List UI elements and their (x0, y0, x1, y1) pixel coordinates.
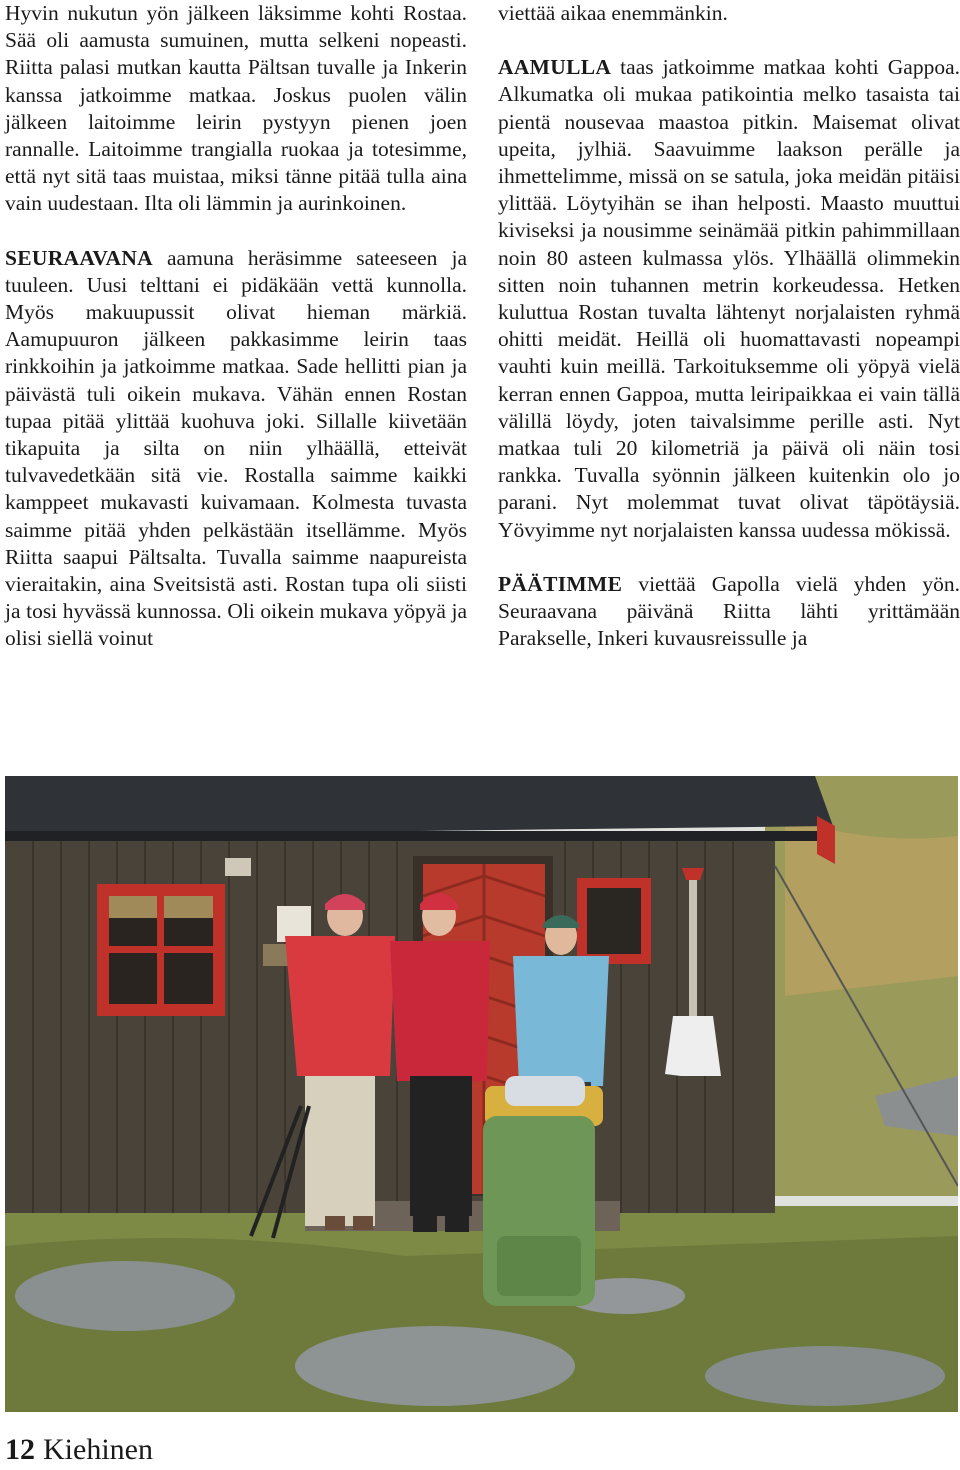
paragraph-2-lead: SEURAAVANA (5, 245, 153, 270)
shovel-handle (689, 876, 697, 1036)
page-footer (5, 1432, 153, 1468)
flat-stone (295, 1326, 575, 1406)
left-column (5, 0, 467, 653)
paragraph-3-lead: AAMULLA (498, 55, 612, 80)
hillside-autumn (785, 816, 958, 996)
wall-sign (225, 858, 251, 876)
page-number: 12 (5, 1433, 35, 1466)
cabin-photo (5, 776, 958, 1412)
publication-name: Kiehinen (43, 1433, 153, 1466)
paragraph-3 (498, 54, 960, 544)
backpack (483, 1076, 603, 1306)
paragraph-3-text: taas jatkoimme matkaa kohti Gappoa. Alkumatka oli mukaa patikointia melko tasaista tai pientä nousevaa maastoa pitkin. Maisemat olivat upeita, jylhiä. Saavuimme laakson perälle ja ihmettelimme, missä on se satula, joka meidän pitäisi ylittää. Löytyihän se ihan helposti. Maasto muuttui kiviseksi ja nousimme seinämää pitkin pahimmillaan noin 80 asteen kulmassa ylös. Ylhäällä olimmekin sitten noin tuhannen metrin korkeudessa. Hetken kuluttua Rostan tuvalta lähtenyt norjalaisten ryhmä ohitti meidät. Heillä oli huomattavasti nopeampi vauhti kuin meillä. Tarkoituksemme oli yöpyä vielä kerran ennen Gappoa, mutta leiripaikkaa ei vain tällä välillä löydy, joten taivalsimme perille asti. Nyt matkaa tuli 20 kilometriä ja päivä oli näin tosi rankka. Tuvalla syönnin jälkeen kuitenkin olo jo parani. Nyt molemmat tuvat olivat täpötäysiä. Yövyimme nyt norjalaisten kanssa uudessa mökissä. (498, 55, 960, 542)
paragraph-4-lead: PÄÄTIMME (498, 571, 623, 596)
flat-stone (15, 1261, 235, 1331)
paragraph-4 (498, 571, 960, 653)
paragraph-2-continued: viettää aikaa enemmänkin. (498, 1, 728, 25)
window-transom (109, 946, 213, 953)
shovel-blade (665, 1016, 721, 1076)
cabin-roof (5, 776, 833, 836)
cabin-photo-illustration (5, 776, 958, 1412)
window-glass-right (587, 888, 641, 954)
right-column (498, 0, 960, 652)
paragraph-2-text: aamuna heräsimme sateeseen ja tuuleen. Uusi telttani ei pidäkään vettä kunnolla. Myös makuupussit olivat hieman märkiä. Aamupuuron jälkeen pakkasimme leirin taas rinkkoihin ja jatkoimme matkaa. Sade hellitti pian ja päivästä tuli oikein mukava. Vähän ennen Rostan tupaa pitää ylittää kuohuva joki. Sillalle kiivetään tikapuita ja silta on niin ylhäällä, etteivät tulvavedetkään sitä vie. Rostalla saimme kaikki kamppeet mukavasti kuivamaan. Kolmesta tuvasta saimme pitää yhden pelkästään itsellämme. Myös Riitta saapui Pältsalta. Tuvalla saimme naapureista vieraitakin, aina Sveitsistä asti. Rostan tupa oli siisti ja tosi hyvässä kunnossa. Oli oikein mukava yöpyä ja olisi siellä voinut (5, 245, 467, 651)
roof-fascia (5, 831, 835, 841)
flat-stone (705, 1346, 945, 1406)
paragraph-2 (5, 245, 467, 653)
paragraph-1: Hyvin nukutun yön jälkeen läksimme kohti Rostaa. Sää oli aamusta sumuinen, mutta selkeni nopeasti. Riitta palasi mutkan kautta Pältsan tuvalle ja Inkerin kanssa jatkoimme matkaa. Joskus puolen välin jälkeen laitoimme leirin pystyyn pienen joen rannalle. Laitoimme trangialla ruokaa ja totesimme, että nyt sitä taas muistaa, miksi tänne pitää tulla aina vain uudestaan. Ilta oli lämmin ja aurinkoinen. (5, 1, 467, 216)
paragraph-4-text: viettää Gapolla vielä yhden yön. Seuraavana päivänä Riitta lähti yrittämään Parakselle, Inkeri kuvausreissulle ja (498, 571, 960, 651)
